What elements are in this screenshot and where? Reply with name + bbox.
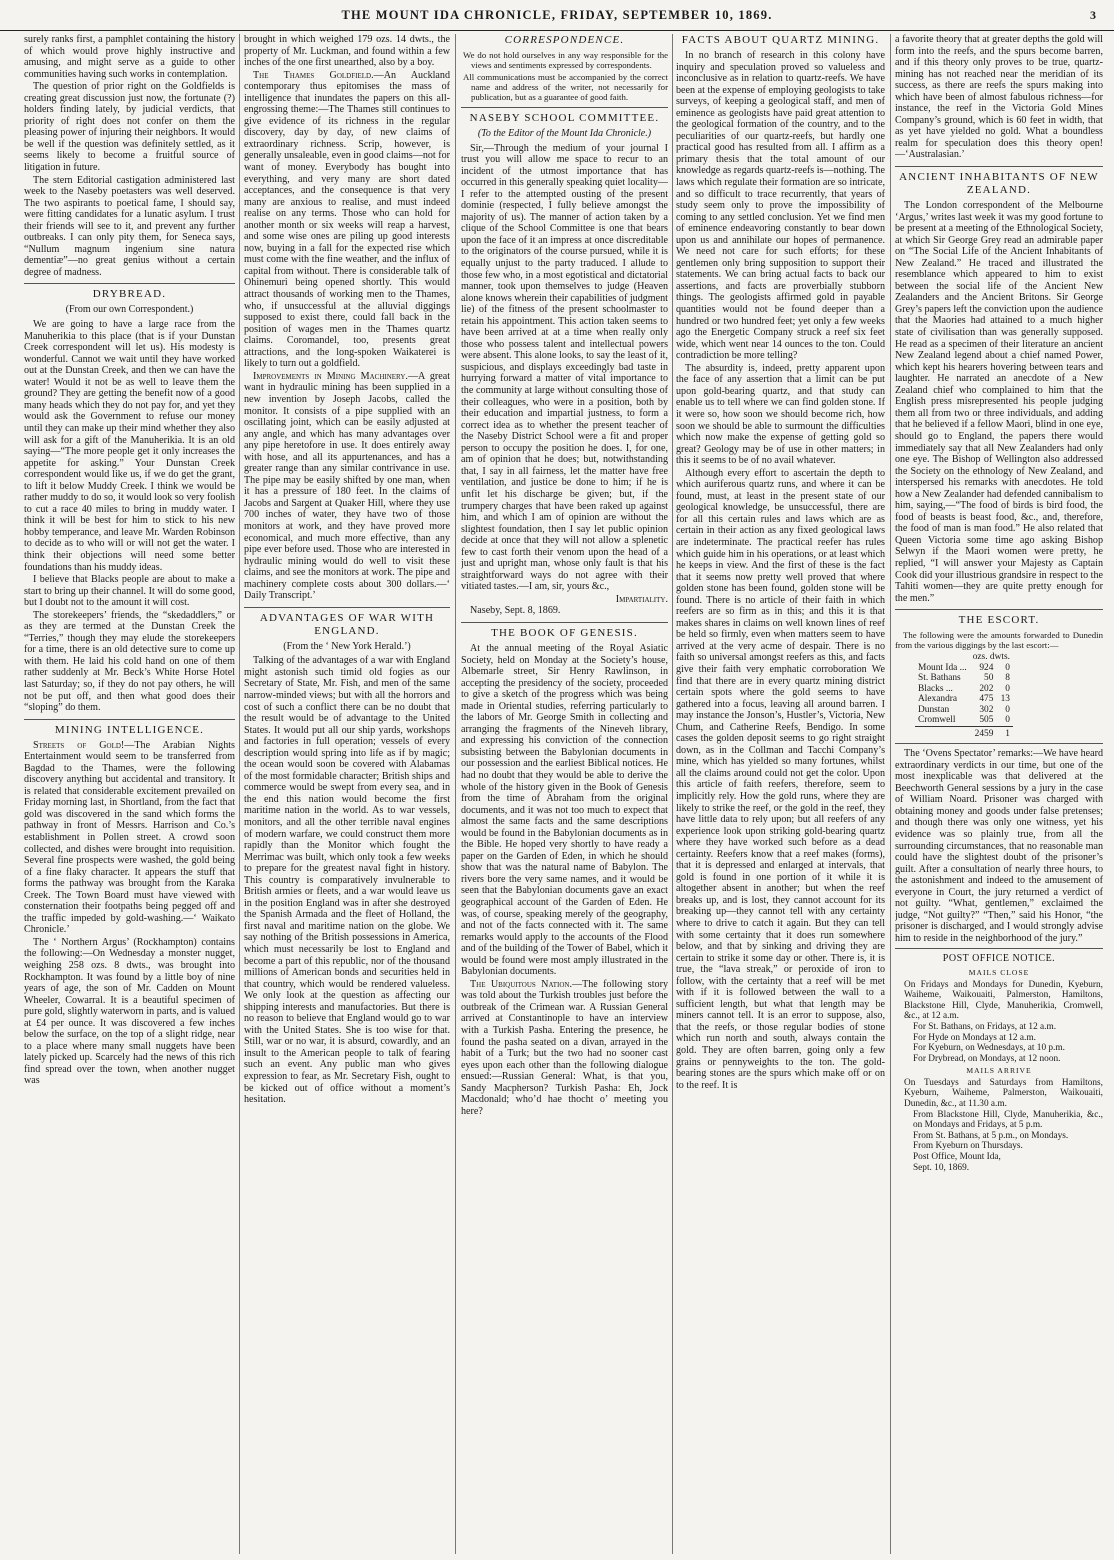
article-heading-naseby: NASEBY SCHOOL COMMITTEE. xyxy=(461,107,668,125)
table-total-row xyxy=(915,726,1013,739)
table-row xyxy=(915,715,1013,726)
article-heading-escort: THE ESCORT. xyxy=(895,609,1103,627)
divider xyxy=(895,948,1103,949)
column-divider xyxy=(239,34,240,1554)
post-office-heading: POST OFFICE NOTICE. xyxy=(942,953,1056,965)
escort-intro: The following were the amounts forwarded to Dunedin from the various diggings by the last escort:— xyxy=(895,630,1103,651)
paragraph: The storekeepers’ friends, the “skedaddlers,” or as they are termed at the Dunstan Creek the “Terries,” though they may elude the storekeepers for a time, there is an old detective sure to come up with them. He laid his cold hand on one of them rather suddenly at Mr. Beck’s White Horse Hotel last Saturday; so, if they do not pay others, he will not be put off, and then what good does their “sloping” do them. xyxy=(24,609,235,714)
table-header-row xyxy=(915,652,1013,663)
column-3 xyxy=(461,34,668,1554)
letter-body: Sir,—Through the medium of your journal I trust you will allow me space to recur to an incident of the utmost importance that has occurred in this generally speaking quiet locality—I refer to the attempted ousting of the present dominie (respected, I fully believe amongst the majority of us). The manner of action taken by a clique of the School Committee is one that bears upon the face of it an impress at once discreditable to the originators of the course pursued, while it is equally unjust to the party traduced. I allude to those few who, in a most egotistical and dictatorial manner, took upon themselves to judge (Heaven alone knows wherein their capabilities of judgment lie) of the fitness of the present schoolmaster to retain his appointment. This action taken seems to have been arrived at at a time when really only those who possess talent and intellectual powers were absent. This alone looks, to say the least of it, suspicious, and displays exceedingly bad taste in hurrying forward a matter of vital importance to the community at large without consulting those of their colleagues, who were in a position, both by their education and impartial justness, to form a correct idea as to whether the present teacher of the Naseby District School were a fit and proper person to occupy the position he does. I, for one, am of opinion that he does; but, notwithstanding that, I say in all fairness, let the matter have free ventilation, and justice be done to him; if he is unfit let his discharge be given; but, if the trumpery charges that have been raked up against him, and which I am of opinion are without the slightest foundation, then I say let public opinion decide at once that they will not allow a splenetic few to cast forth their venom upon the head of a just and upright man, whose only fault is that his straightforward ways do not agree with their vitiated tastes.—I am, sir, yours &c., xyxy=(461,142,668,593)
article-heading-mining: MINING INTELLIGENCE. xyxy=(24,719,235,737)
article-heading-new-zealand: ANCIENT INHABITANTS OF NEW ZEALAND. xyxy=(895,166,1103,197)
article-heading-drybread: DRYBREAD. xyxy=(24,283,235,301)
post-office-date: Sept. 10, 1869. xyxy=(913,1162,970,1173)
masthead-title: THE MOUNT IDA CHRONICLE, FRIDAY, SEPTEMBER 10, 1869. xyxy=(341,8,773,22)
column-2 xyxy=(244,34,450,1554)
paragraph-lead: The Thames Goldfield. xyxy=(253,69,374,81)
dwts-cell: 0 xyxy=(1005,662,1010,673)
place-cell: Dunstan xyxy=(918,704,950,715)
post-item: For St. Bathans, on Fridays, at 12 a.m. xyxy=(913,1021,1057,1032)
post-office-signoff: Post Office, Mount Ida, xyxy=(913,1152,1001,1162)
escort-table xyxy=(915,652,1013,739)
post-item: For Hyde on Mondays at 12 a.m. xyxy=(913,1032,1036,1043)
total-ozs: 2459 xyxy=(970,726,997,739)
paragraph: brought in which weighed 179 ozs. 14 dwts., the property of Mr. Luckman, and found within a few inches of the one first unearthed, also by a boy. xyxy=(244,34,450,69)
column-5 xyxy=(895,34,1103,1554)
post-item: For Drybread, on Mondays, at 12 noon. xyxy=(913,1053,1061,1064)
place-cell: Cromwell xyxy=(918,715,956,726)
paragraph: In no branch of research in this colony have inquiry and speculation proved so valueless and inconclusive as in relation to quartz-reefs. We have been at the expense of employing geologists to take surveys, of keeping a geological staff, and men of eminence as geologists have paid great attention to the geological formation of the country, and to the peculiarities of our quartz-reefs, but hardly one practical good has resulted from all. I affirm as a primary thesis that the total amount of our knowledge as regards quartz-reefs is—nothing. The laws which regulate their formation are so intricate, and so difficult to trace recurrently, that years of study seem only to prove the impossibility of coming to any settled conclusion. Yet we find men of eminence endeavoring constantly to bear down upon us and annihilate our hopes of permanence. We need not care for such efforts; for these gentlemen only bring supposition to support their statements. We can bring actual facts to back our assertions, and facts are proverbially stubborn things. The geologists affirmed gold in payable quantities would not be found deeper than a hundred or two hundred feet; yet only a few weeks ago the Energetic Company struck a reef six feet wide, which went near 14 ounces to the ton. Could contradiction be more telling? xyxy=(676,50,885,362)
paragraph: The ‘ Northern Argus’ (Rockhampton) contains the following:—On Wednesday a monster nugget, weighing 258 ozs. 8 dwts., was brought into Rockhampton. It was found by a little boy of nine years of age, the son of Mr. Cadden on Mount Wheeler, Cowarral. It is a beautiful specimen of pure gold, slightly waterworn in parts, and is valued at £4 per ounce. It was discovered a few inches below the surface, on the top of a slight ridge, near to a place where many small nuggets have been lately picked up. Scarcely had the news of this rich find spread over the town, when another nugget was xyxy=(24,936,235,1087)
post-item: On Tuesdays and Saturdays from Hamiltons, Kyeburn, Waiheme, Palmerston, Waikouaiti, Dunedin, &c., at 11.30 a.m. xyxy=(904,1077,1103,1110)
section-heading-correspondence: CORRESPONDENCE. xyxy=(504,34,625,46)
article-subheading: (From the ‘ New York Herald.’) xyxy=(283,640,411,652)
paragraph-lead: The Ubiquitous Nation. xyxy=(470,978,572,990)
article-heading-quartz: FACTS ABOUT QUARTZ MINING. xyxy=(681,34,880,46)
ozs-cell: 475 xyxy=(979,694,994,705)
paragraph-body: —The following story was told about the Turkish troubles just before the outbreak of the Crimean war. A Russian General arrived at Constantinople to have an interview with a Turkish Pasha. Entering the presence, he found the pasha seated on a divan, arrayed in the habit of a Turk; but the two had no sooner cast eyes upon each other than the following dialogue ensued:—Russian General: What, is that you, Sandy Macpherson? Turkish Pasha: Eh, Jock Macdonald; who’d hae thocht o’ meeting you here? xyxy=(461,978,668,1117)
post-item: From Kyeburn on Thursdays. xyxy=(913,1141,1023,1152)
dwts-cell: 0 xyxy=(1005,704,1010,715)
paragraph xyxy=(244,371,450,602)
paragraph: a favorite theory that at greater depths the gold will form into the reefs, and the spurs become barren, and if this theory only proves to be true, quartz-mining has not reached near the meridian of its success, as there are reefs the spurs making into which have been of almost fabulous richness—for instance, the reef in the Victoria Gold Mines Company’s ground, which is 60 feet in width, that as yet have yielded no gold. What a boundless realm for speculation does this theory open!—‘Australasian.’ xyxy=(895,34,1103,161)
article-heading-war: ADVANTAGES OF WAR WITH ENGLAND. xyxy=(244,607,450,638)
article-heading-genesis: THE BOOK OF GENESIS. xyxy=(461,622,668,640)
place-cell: Blacks ... xyxy=(918,683,953,694)
paragraph: The absurdity is, indeed, pretty apparent upon the face of any assertion that a limit can be put upon gold-bearing quartz, and that study can enable us to tell where we can find golden stone. If it were so, how soon we should become rich, how soon we should be able to surmount the difficulties which now make the expense of getting gold so great? Geology may be of use in other matters; in this it seems to be of no avail whatever. xyxy=(676,362,885,467)
column-4 xyxy=(676,34,885,1554)
paragraph: The stern Editorial castigation administered last week to the Naseby poetasters was well deserved. The two aspirants to poetical fame, I should say, were fitting candidates for a lunatic asylum. I trust their friends will see to it, and prevent any further outbreaks. I can only pity them, for Seneca says, “Nullum magnum ingenium sine natura dementiæ”—no great genius without a certain degree of madness. xyxy=(24,174,235,278)
paragraph-body: —A great want in hydraulic mining has been supplied in a new invention by Joseph Jacobs, called the monitor. It consists of a pipe supplied with an oscillating joint, which can be easily adjusted at any angle, and which has many advantages over any pipe heretofore in use. It does entirely away with hose, and all its appurtenances, and has a greater range than any similar contrivance in use. The pipe may be easily shifted by one man, when it has a pressure of 180 feet. In the claims of Jacobs and Sargent at Quaker Hill, where they use 700 inches of water, they have two of those monitors at work, and they have proved more economical, and much more effective, than any pipe ever before used. Those who are interested in hydraulic mining would do well to visit these claims, and see the monitors at work. The pipe and machinery complete costs about 300 dollars.—‘ Daily Transcript.’ xyxy=(244,370,450,602)
editorial-note: All communications must be accompanied by the correct name and address of the writer, not necessarily for publication, but as a guarantee of good faith. xyxy=(463,72,668,102)
page-number: 3 xyxy=(1090,8,1096,22)
paragraph-lead: Improvements in Mining Machinery. xyxy=(253,370,408,382)
table-row xyxy=(915,684,1013,695)
letter-place-date: Naseby, Sept. 8, 1869. xyxy=(470,605,561,617)
column-divider xyxy=(672,34,673,1554)
paragraph: We are going to have a large race from the Manuherikia to this place (that is if your Dunstan Creek correspondent will let us). His modesty is wonderful. Cannot we wait until they have worked out at the Dunstan Creek, and then we can have the water! Would it not be as well to leave them the ground? They are getting the benefit now of a good many heads which they do not pay for, and yet they would ask the Government to refuse our money until they can make up their mind whether they also will ask for a gift of the Manuherikia. It is an old saying—“The more people get it only increases the appetite for asking.” Your Dunstan Creek correspondent would like us, if we do get the grant, to lift it below Muddy Creek. I think we would be rather muddy to do so, it would look so very foolish to cut a race 40 miles to bring in muddy water. I think it will be best for him to stick to his new hobby temperance, and leave Mr. Warden Robinson to decide as to who will or will not get the water. I think their objections will need some better foundations than his muddy ideas. xyxy=(24,319,235,573)
table-row xyxy=(915,705,1013,716)
paragraph: I believe that Blacks people are about to make a start to bring up their channel. It will do some good, but I doubt not to the amount it will cost. xyxy=(24,574,235,609)
paragraph-body: —An Auckland contemporary thus epitomises the mass of intelligence that inundates the papers on this all-engrossing theme:—The Thames still continues to give evidence of its richness in the regular discovery, day by day, of new claims of extraordinary richness. Scrip, however, is generally unsaleable, even in good claims—not for want of money. Everybody has bought into everything, and very many are short dated acceptances, and the consequence is that very many are anxious to realise, and must indeed realise on any terms. Those who can hold for another month or six weeks will reap a harvest, and some wise ones are piling up good interests now, buying in a fall for the expected rise which must come with the fine weather, and the influx of capital from without. There is considerable talk of Ohinemuri being opened shortly. This would attract thousands of working men to the Thames, who, if unsuccessful at the alluvial diggings supposed to exist there, could fall back in the position of wages men in the Thames quartz claims. Coromandel, too, presents great attractions, and the long-spoken Waikaterei is likely to turn out a goldfield. xyxy=(244,69,450,370)
paragraph xyxy=(461,979,668,1118)
article-subheading: (From our own Correspondent.) xyxy=(65,304,194,316)
ozs-cell: 505 xyxy=(979,715,994,726)
paragraph-lead: Streets of Gold! xyxy=(33,739,125,751)
letter-signature: Impartiality. xyxy=(615,593,668,605)
table-row xyxy=(915,663,1013,674)
post-item: From Blackstone Hill, Clyde, Manuherikia, &c., on Mondays and Fridays, at 5 p.m. xyxy=(913,1109,1103,1131)
paragraph xyxy=(244,70,450,370)
table-row xyxy=(915,694,1013,705)
table-row xyxy=(915,673,1013,684)
ozs-cell: 50 xyxy=(984,673,994,684)
mails-arrive-heading: MAILS ARRIVE xyxy=(966,1066,1032,1076)
post-item: For Kyeburn, on Wednesdays, at 10 p.m. xyxy=(913,1043,1065,1054)
paragraph: Talking of the advantages of a war with England might astonish such timid old fogies as our Secretary of State, Mr. Fish, and men of the same narrow-minded views; but with all the horrors and cost of such a conflict there can be no doubt that the result would be of advantage to the United States. It would put all our ship yards, workshops and factories in full operation; vessels of every description would spring into life as if by magic; the ocean would soon be covered with Alabamas of the most formidable character; British ships and commerce would be swept from every sea, and in the end this nation would become the first maritime nation in the world. As to war vessels, monitors, and all the other terrible naval engines of modern warfare, we could construct them more rapidly than the Monitor which fought the Merrimac was built, which only took a few weeks to prepare for the greatest naval fight in history. This country is comparatively invulnerable to British armies or fleets, and a war would leave us in the position England was in after she destroyed the Spanish Armada and the fleet of Holland, the first naval and maritime nation on the globe. We say nothing of the British possessions in America, which must necessarily be lost to England and become a part of this republic, nor of the thousand millions of American bonds and securities held in that country, which would be rendered valueless. We only look at the question as affecting our shipping interests and manufactories. But there is no reason to believe that England would go to war with the United States. She is too wise for that. Still, war or no war, it is absurd, cowardly, and an insult to the American people to talk of fearing such an event. Any public man who gives expression to fear, as Mr. Secretary Fish, ought to be kicked out of office without a moment’s hesitation. xyxy=(244,655,450,1106)
paragraph: The question of prior right on the Goldfields is creating great discussion just now, the fortunate (?) holders finding lately, by judicial verdicts, that priority of right does not confer on them the pleasing power of injuring their neighbors. It would be well if the question was definitely settled, as it seems likely to become a fruitful source of litigation in future. xyxy=(24,81,235,174)
paragraph-body: —The Arabian Nights Entertainment would seem to be transferred from Bagdad to the Thames, were the following discovery anything but accidental and transitory. It is related that considerable excitement prevailed on Friday morning last, in Shortland, from the fact that gold was discovered in the sand which forms the pathway in front of Messrs. Harrison and Co.’s establishment in Pollen street. A crowd soon collected, and dishes were brought into requisition. Several fine prospects were washed, the gold being of a fine flaky character. It appears the stuff that forms the pathway was brought from the Karaka Creek. The Town Board must have viewed with consternation their footpaths being pegged off and the traffic impeded by gold-washing.—‘ Waikato Chronicle.’ xyxy=(24,739,235,936)
divider xyxy=(895,743,1103,744)
column-header: ozs. dwts. xyxy=(972,652,1010,663)
paragraph: At the annual meeting of the Royal Asiatic Society, held on Monday at the Society’s house, Albemarle street, Sir Henry Rawlinson, in accepting the presidency of the society, proceeded to give a sketch of the progress which was being made in Oriental studies, referring particularly to the labors of Mr. George Smith in collecting and arranging the fragments of the Nineveh library, and expressing his conviction of the connection subsisting between the Babylonian documents in our possession and the earliest Biblical notices. He had no doubt that they would be able to derive the whole of the history given in the Book of Genesis from the time of Abraham from the original documents, and it was not too much to expect that almost the same facts and the same descriptions would be found in the Babylonian documents as in the Bible. He hoped very shortly to have ready a paper on the Garden of Eden, in which he should show that was the natural name of Babylon. The rivers bore the very same names, and it would be seen that the Babylonian documents gave an exact geographical account of the Garden of Eden. He was, of course, speaking merely of the geography, and not of the facts connected with it. The same remarks would apply to the accounts of the Flood and of the building of the Tower of Babel, which it would be found were most amply illustrated in the Babylonian documents. xyxy=(461,642,668,978)
dwts-cell: 8 xyxy=(1005,673,1010,684)
paragraph: Although every effort to ascertain the depth to which auriferous quartz runs, and where it can be found, must, at least in the present state of our geological knowledge, be unsuccessful, there are for all this certain rules and laws which are as certain in their action as any fixed geological laws are indeterminate. The practical reefer has rules which guide him in his operations, or at least which he keeps in view. And the first of these is the fact that it seems now pretty well proved that where golden stone has been found, golden stone will be found. There is no article of their faith in which reefers are so firm as in this; and this it is that makes shares in claims on well known lines of reef be held so firmly, even when matters seem to have arrived at the very acme of despair. There is no faith so universal amongst reefers as this, and facts give their faith very emphatic corroboration We find that there are in every quartz mining district certain spots where the gold seems to have gathered into a focus, leaving all around barren. I may instance the Jonson’s, Hustler’s, Victoria, New Chum, and Catherine Reefs, Bendigo. In some cases the golden deposit seems to go right straight down, as in the Collman and Tacchi Company’s mine, which has yielded so many fortunes, whilst all the claims around could not get the color. Upon this article of faith reefers, therefore, seem to implicitly rely. How the gold runs, where they are likely to strike the reef, or the gold in the reef, they have little data to rely upon; but all reefers of any experience look upon striking gold-bearing quartz where they have worked such before as a dead certainty. Reefers know that a reef makes (forms), that it is depressed and enlarged at intervals, that gold is found in one portion of it while it is altogether absent in another; but when the reef breaks up, and is lost, they cannot account for its breaking up—they cannot tell with any certainty where to drive to catch it again. But they can tell with some certainty that it does run somewhere below, and that by sinking and driving they are certain to strike it some day or other. There is, it is true, the “lava streak,” or peroxide of iron to follow, with the certainty that a reef will be met with if it is followed between the wall to a sufficient length, but what that length may be miners cannot tell. It is an error to suppose, also, that the reefs, or those regular bodies of stone which run north and south, always contain the gold. They are often barren, going only a few grains or pennyweights to the ton. The gold-bearing stones are the spurs which make off or on to the reef. It is xyxy=(676,467,885,1091)
column-1 xyxy=(24,34,235,1554)
dwts-cell: 13 xyxy=(1000,694,1010,705)
post-item: On Fridays and Mondays for Dunedin, Kyeburn, Waiheme, Waikouaiti, Palmerston, Hamiltons, Blackstone Hill, Clyde, Manuherikia, Cromwell, &c., at 12 a.m. xyxy=(904,979,1103,1022)
dwts-cell: 0 xyxy=(1005,683,1010,694)
column-divider xyxy=(455,34,456,1554)
paragraph xyxy=(24,740,235,936)
ozs-cell: 924 xyxy=(979,662,994,673)
paragraph: The ‘Ovens Spectator’ remarks:—We have heard extraordinary verdicts in our time, but one of the most inexplicable was that delivered at the Beechworth General sessions by a jury in the case of William Noard. Prisoner was charged with obtaining money and goods under false pretenses; and though there was only one witness, yet his evidence was so plainly true, from all the surrounding circumstances, that no reasonable man could have the slightest doubt of the prisoner’s guilt. After a consultation of nearly three hours, to the astonishment and indeed to the amusement of everyone in Court, the jury returned a verdict of not guilty. “What, gentlemen,” exclaimed the judge, “Not guilty?” “Then,” said his Honor, “the prisoner is discharged, and I would strongly advise him to reside in the neighborhood of the jury.” xyxy=(895,748,1103,944)
masthead xyxy=(0,0,1114,31)
column-divider xyxy=(890,34,891,1554)
post-item: From St. Bathans, at 5 p.m., on Mondays. xyxy=(913,1130,1069,1141)
place-cell: St. Bathans xyxy=(918,673,961,684)
dwts-cell: 0 xyxy=(1005,715,1010,726)
article-subheading: (To the Editor of the Mount Ida Chronicle.) xyxy=(477,128,652,139)
ozs-cell: 202 xyxy=(979,683,994,694)
place-cell: Alexandra xyxy=(918,694,958,705)
editorial-note: We do not hold ourselves in any way responsible for the views and sentiments expressed by correspondents. xyxy=(463,50,668,70)
place-cell: Mount Ida ... xyxy=(918,662,967,673)
paragraph: The London correspondent of the Melbourne ‘Argus,’ writes last week it was my good fortune to be present at a meeting of the Ethnological Society, at which Sir George Grey read an admirable paper on “The Social Life of the Ancient Inhabitants of New Zealand.” He traced and illustrated the resemblance which appeared to him to exist between the social life of the Ancient New Zealanders and the Ancient Britons. Sir George Grey’s papers left the conviction upon the audience that the Maories had attained to a much higher state of civilisation than was generally supposed. He read as a specimen of their literature an ancient New Zealand legend about a chief named Power, which kept his hearers hovering between tears and laughter. He narrated an anecdote of a New Zealand chief who complained to him that the English press misrepresented his people judging them all from two or three individuals, and adding that he believed if a fellow Maori, blind in one eye, should go to England, the papers there would immediately say that all New Zealanders had only one eye. The Bishop of Wellington also addressed the Society on the ethnology of New Zealand, and interspersed his remarks with anecdotes. He told how a New Zealander had defended cannibalism to him, saying,—“The food of birds is bird food, the food of beasts is beast food, &c., and, therefore, the food of man is man food.” He also related that Queen Victoria some time ago asking Bishop Selwyn if the Maori women were pretty, he replied, “I will answer your Majesty as Captain Cook did your illustrious grandsire in respect to the Tahiti women—they are quite pretty enough for the men.” xyxy=(895,200,1103,604)
ozs-cell: 302 xyxy=(979,704,994,715)
total-dwts: 1 xyxy=(996,726,1013,739)
mails-close-heading: MAILS CLOSE xyxy=(968,968,1030,977)
paragraph: surely ranks first, a pamphlet containing the history of which would prove highly instructive and amusing, and might serve as a guide to other communities having such works in contemplation. xyxy=(24,34,235,80)
